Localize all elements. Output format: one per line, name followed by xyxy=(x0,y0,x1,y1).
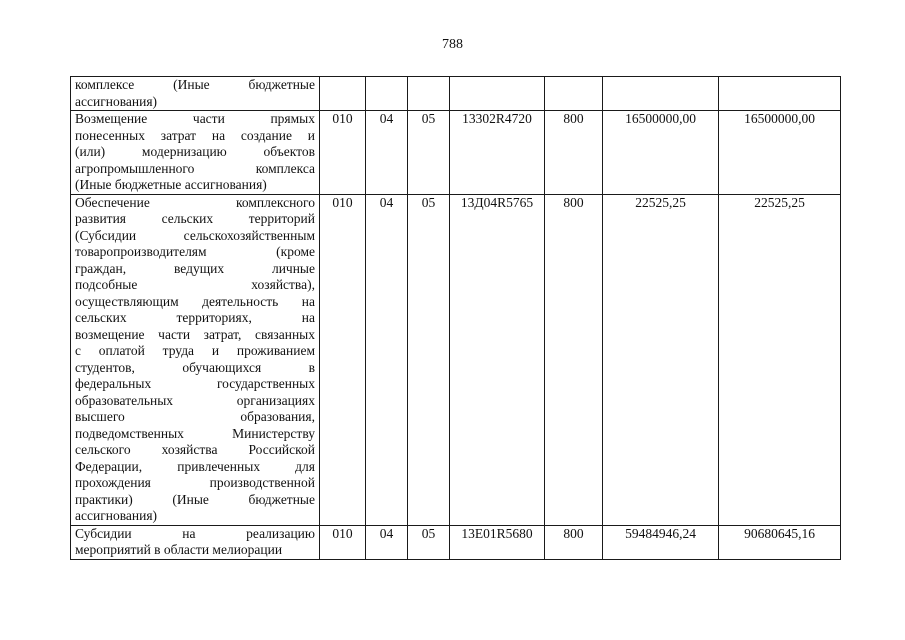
table-row xyxy=(71,111,841,195)
section-code-cell xyxy=(366,77,408,111)
description-line: (Субсидии сельскохозяйственным xyxy=(75,227,315,243)
table-row xyxy=(71,194,841,525)
ministry-code-cell: 010 xyxy=(320,194,366,525)
description-cell xyxy=(71,525,320,559)
section-code-cell: 04 xyxy=(366,111,408,195)
amount-year2-cell: 16500000,00 xyxy=(719,111,841,195)
description-cell xyxy=(71,194,320,525)
description-line: Субсидии на реализацию xyxy=(75,525,315,541)
ministry-code-cell: 010 xyxy=(320,111,366,195)
description-line: высшего образования, xyxy=(75,409,315,424)
subsection-code-cell: 05 xyxy=(408,525,450,559)
description-line: практики) (Иные бюджетные xyxy=(75,491,315,507)
amount-year2-cell: 90680645,16 xyxy=(719,525,841,559)
description-line: осуществляющим деятельность на xyxy=(75,293,315,309)
target-article-cell: 13302R4720 xyxy=(450,111,545,195)
page-number: 788 xyxy=(442,37,463,52)
description-line: агропромышленного комплекса xyxy=(75,160,315,176)
description-line: ассигнования) xyxy=(75,508,158,523)
description-line: возмещение части затрат, связанных xyxy=(75,326,315,342)
subsection-code-cell: 05 xyxy=(408,194,450,525)
description-cell xyxy=(71,111,320,195)
target-article-cell xyxy=(450,77,545,111)
subsection-code-cell xyxy=(408,77,450,111)
description-line: (Иные бюджетные ассигнования) xyxy=(75,177,267,192)
description-line: понесенных затрат на создание и xyxy=(75,127,315,143)
amount-year1-cell xyxy=(603,77,719,111)
description-line: сельских территориях, на xyxy=(75,310,315,325)
description-line: товаропроизводителям (кроме xyxy=(75,244,315,259)
section-code-cell: 04 xyxy=(366,525,408,559)
target-article-cell: 13Д04R5765 xyxy=(450,194,545,525)
table-row xyxy=(71,77,841,111)
description-line: (или) модернизацию объектов xyxy=(75,144,315,159)
description-cell xyxy=(71,77,320,111)
description-line: прохождения производственной xyxy=(75,475,315,490)
amount-year1-cell: 22525,25 xyxy=(603,194,719,525)
description-line: развития сельских территорий xyxy=(75,211,315,226)
expense-type-cell xyxy=(545,77,603,111)
section-code-cell: 04 xyxy=(366,194,408,525)
description-line: сельского хозяйства Российской xyxy=(75,442,315,457)
description-line: граждан, ведущих личные xyxy=(75,260,315,276)
ministry-code-cell xyxy=(320,77,366,111)
amount-year1-cell: 16500000,00 xyxy=(603,111,719,195)
description-line: комплексе (Иные бюджетные xyxy=(75,77,315,92)
expense-type-cell: 800 xyxy=(545,194,603,525)
description-line: федеральных государственных xyxy=(75,376,315,391)
amount-year1-cell: 59484946,24 xyxy=(603,525,719,559)
description-line: подсобные хозяйства), xyxy=(75,277,315,292)
budget-table xyxy=(70,76,841,560)
description-line: ассигнования) xyxy=(75,93,158,109)
ministry-code-cell: 010 xyxy=(320,525,366,559)
description-line: с оплатой труда и проживанием xyxy=(75,343,315,358)
table-row xyxy=(71,525,841,559)
amount-year2-cell xyxy=(719,77,841,111)
target-article-cell: 13Е01R5680 xyxy=(450,525,545,559)
description-line: подведомственных Министерству xyxy=(75,425,315,441)
expense-type-cell: 800 xyxy=(545,525,603,559)
description-line: Обеспечение комплексного xyxy=(75,194,315,210)
subsection-code-cell: 05 xyxy=(408,111,450,195)
description-line: Возмещение части прямых xyxy=(75,111,315,126)
description-line: мероприятий в области мелиорации xyxy=(75,542,283,557)
description-line: образовательных организациях xyxy=(75,392,315,408)
expense-type-cell: 800 xyxy=(545,111,603,195)
description-line: студентов, обучающихся в xyxy=(75,359,315,375)
amount-year2-cell: 22525,25 xyxy=(719,194,841,525)
description-line: Федерации, привлеченных для xyxy=(75,458,315,474)
